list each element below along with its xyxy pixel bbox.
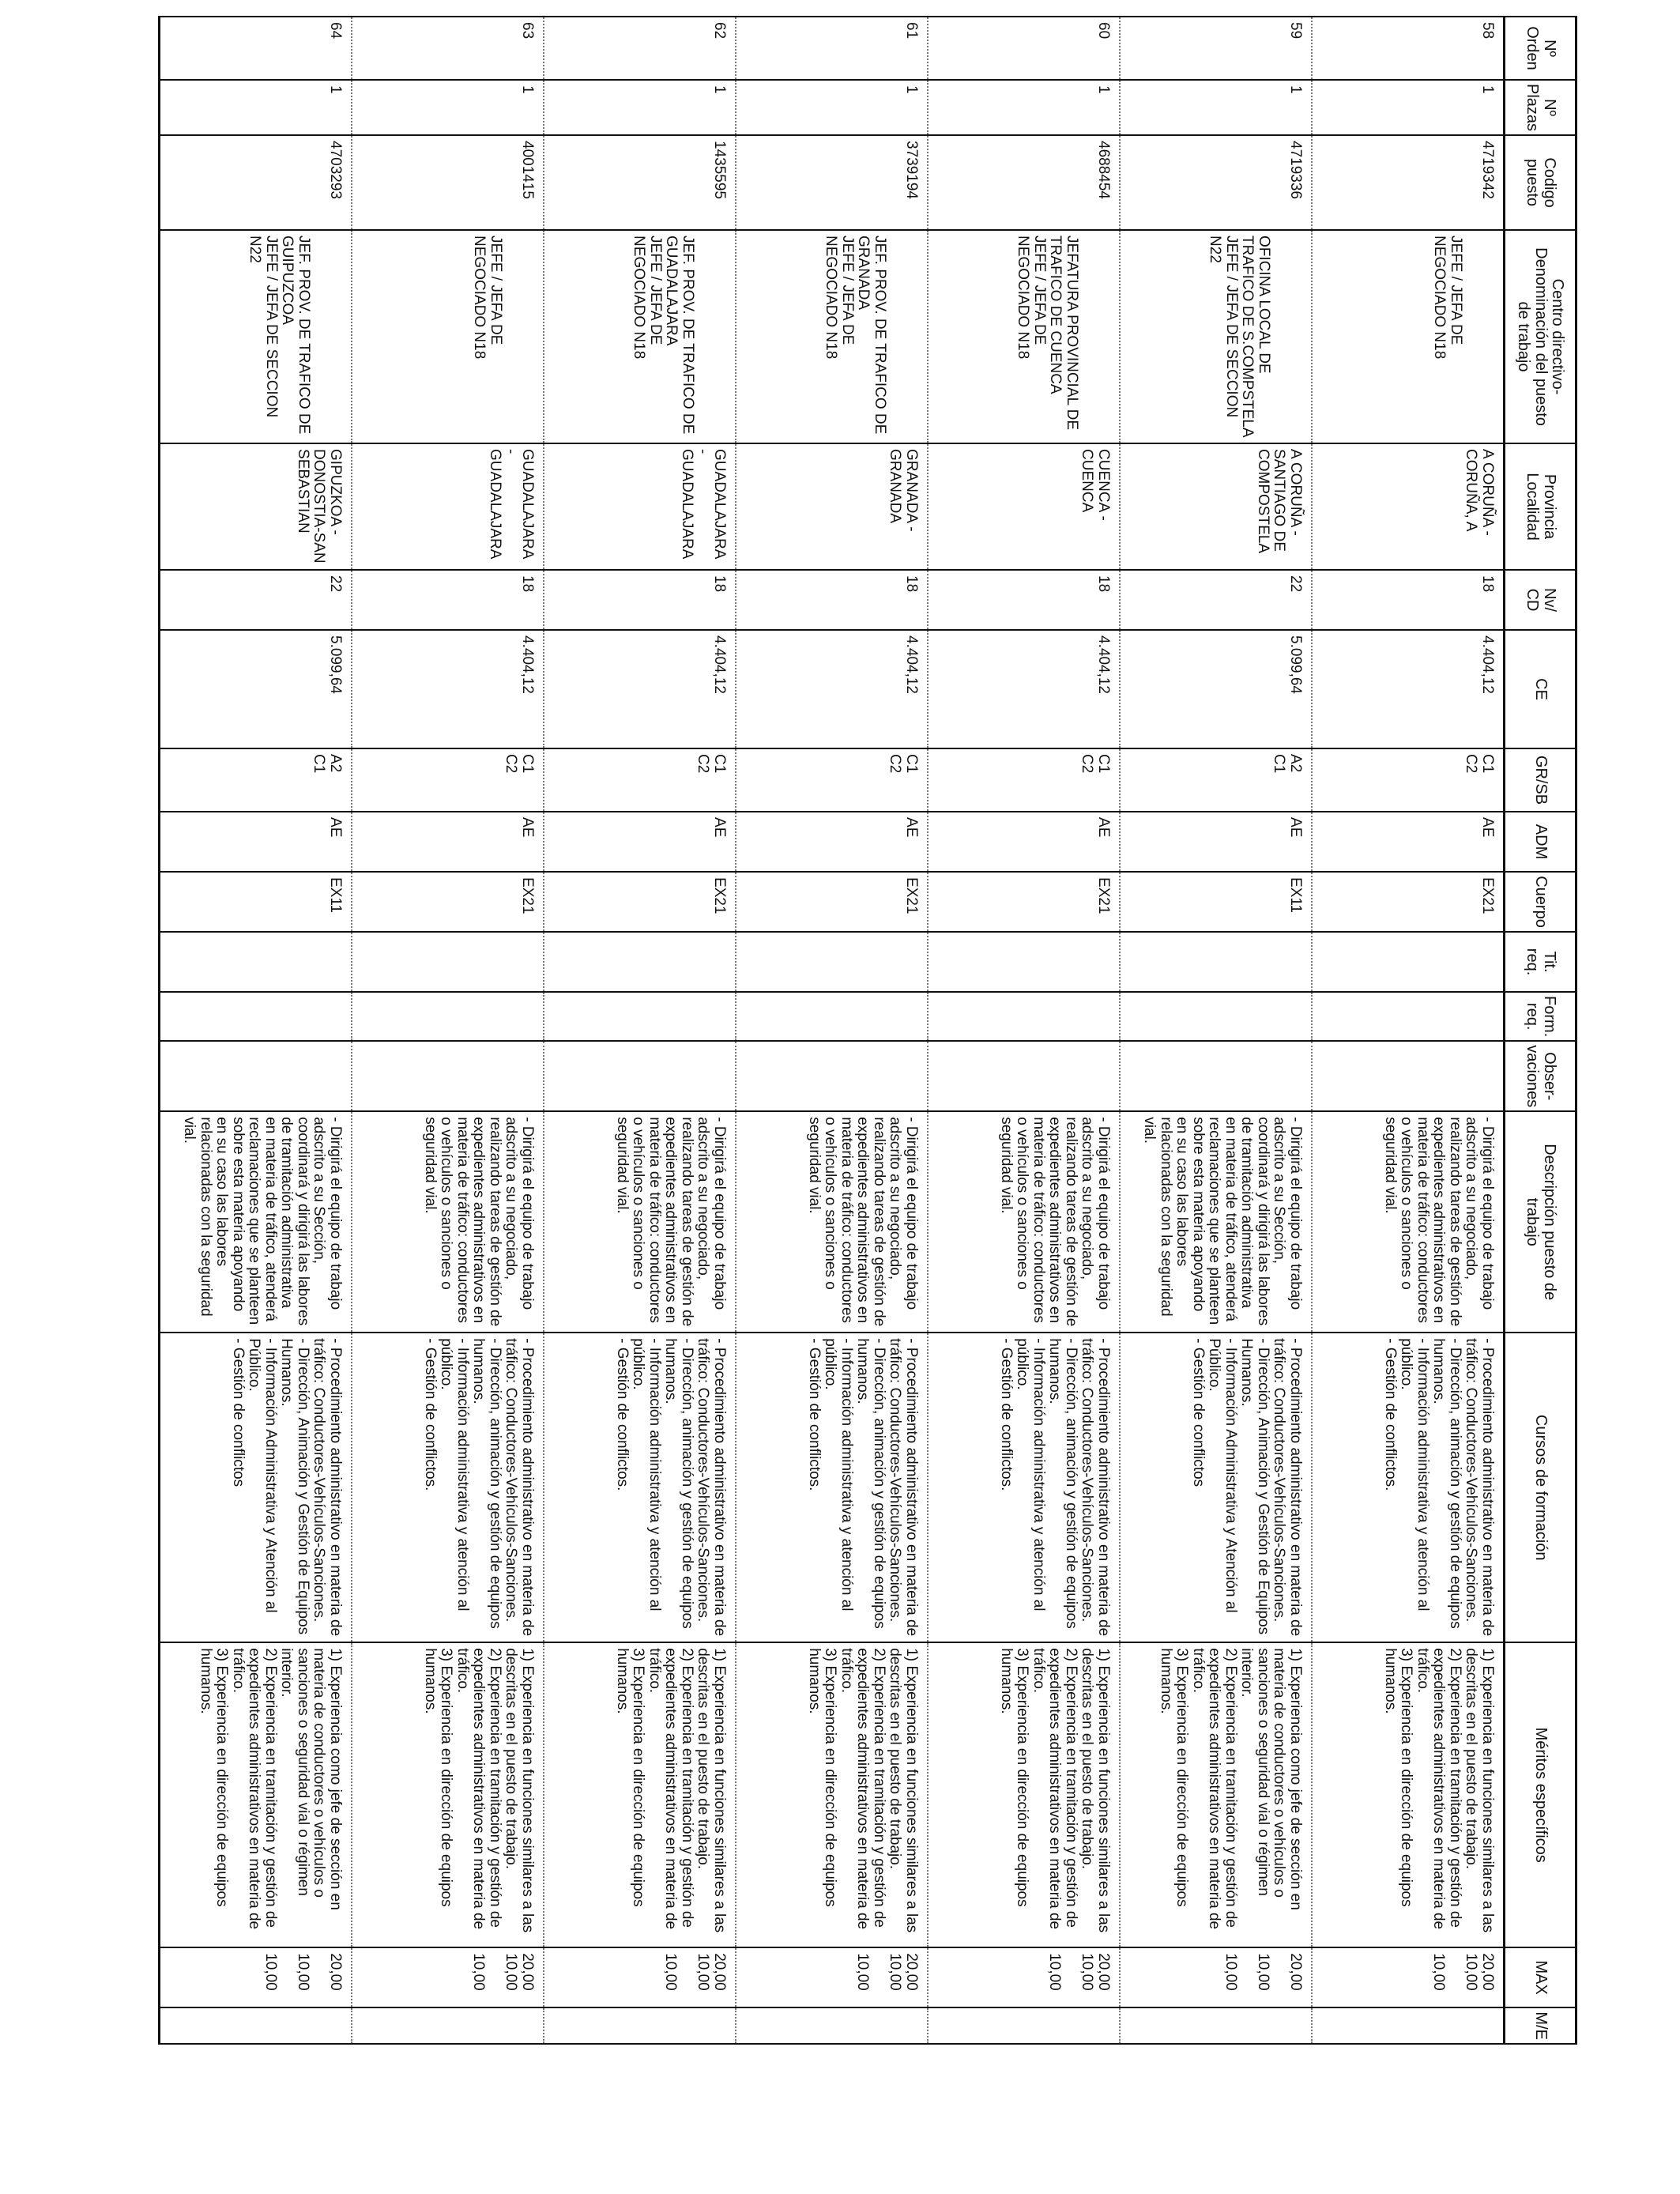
header-cursos: Cursos de formación [1505, 1333, 1576, 1642]
cell-nivel: 18 [736, 570, 928, 630]
cell-denominacion: JEFE / JEFA DE NEGOCIADO N18 [823, 236, 856, 360]
centro-spacer [887, 236, 919, 439]
positions-table [158, 16, 1577, 2045]
table-row [544, 17, 736, 2044]
cell-adm: AE [352, 812, 544, 872]
cell-centro [928, 230, 1120, 443]
cell-orden: 60 [928, 17, 1120, 80]
cell-orden: 59 [1120, 17, 1312, 80]
table-row [736, 17, 928, 2044]
header-observaciones: Obser- vaciones [1505, 1041, 1576, 1111]
header-max: MAX [1505, 1947, 1576, 2007]
cell-formacion [1120, 992, 1312, 1041]
cell-formacion [1312, 992, 1505, 1041]
cell-adm: AE [160, 812, 352, 872]
cell-observaciones [1312, 1041, 1505, 1111]
cell-ce: 4.404,12 [352, 630, 544, 748]
cell-adm: AE [928, 812, 1120, 872]
cell-plazas: 1 [928, 80, 1120, 135]
cell-provincia: GIPUZKOA - DONOSTIA-SAN SEBASTIAN [160, 443, 352, 570]
cell-descripcion: - Dirigirá el equipo de trabajo adscrito a su negociado, realizando tareas de gestión de expedientes administrativos en materia de tráfico: conductores o vehículos o sanciones o seguridad vial. [736, 1111, 928, 1333]
cell-formacion [544, 992, 736, 1041]
cell-adm: AE [1312, 812, 1505, 872]
table-row [352, 17, 544, 2044]
header-provincia: Provincia Localidad [1505, 443, 1576, 570]
header-titulacion: Tit. req. [1505, 932, 1576, 992]
cell-titulacion [352, 932, 544, 992]
cell-codigo: 4719336 [1120, 135, 1312, 230]
cell-provincia: CUENCA - CUENCA [928, 443, 1120, 570]
cell-orden: 64 [160, 17, 352, 80]
cell-centro [544, 230, 736, 443]
cell-centro [1120, 230, 1312, 443]
header-orden: Nº Orden [1505, 17, 1576, 80]
cell-formacion [352, 992, 544, 1041]
cell-meritos: 1) Experiencia como jefe de sección en materia de conductores o vehículos o sanciones o seguridad vial o régimen interior. 2) Experiencia en tramitación y gestión de expedientes administrativos en materia de tráfico. 3) Experiencia en dirección de equipos humanos. [1120, 1642, 1312, 1947]
cell-max: 20,00 10,00 10,00 [928, 1947, 1120, 2007]
cell-me [928, 2007, 1120, 2044]
cell-meritos: 1) Experiencia en funciones similares a las descritas en el puesto de trabajo. 2) Experiencia en tramitación y gestión de expedientes administrativos en materia de tráfico. 3) Experiencia en dirección de equipos humanos. [928, 1642, 1120, 1947]
cell-observaciones [544, 1041, 736, 1111]
cell-meritos: 1) Experiencia en funciones similares a las descritas en el puesto de trabajo. 2) Experiencia en tramitación y gestión de expedientes administrativos en materia de tráfico. 3) Experiencia en dirección de equipos humanos. [736, 1642, 928, 1947]
cell-denominacion: JEFE / JEFA DE NEGOCIADO N18 [1015, 236, 1048, 360]
centro-spacer [1079, 236, 1111, 439]
cell-me [1120, 2007, 1312, 2044]
cell-plazas: 1 [352, 80, 544, 135]
cell-centro [1312, 230, 1505, 443]
cell-cursos: - Procedimiento administrativo en materia de tráfico: Conductores-Vehículos-Sanciones. - Dirección, animación y gestión de equipos humanos. - Información administrativa y atención al público. - Gestión de conflictos. [928, 1333, 1120, 1642]
cell-meritos: 1) Experiencia en funciones similares a las descritas en el puesto de trabajo. 2) Experiencia en tramitación y gestión de expedientes administrativos en materia de tráfico. 3) Experiencia en dirección de equipos humanos. [352, 1642, 544, 1947]
cell-cursos: - Procedimiento administrativo en materia de tráfico: Conductores-Vehículos-Sanciones. - Dirección, animación y gestión de equipos humanos. - Información administrativa y atención al público. - Gestión de conflictos. [1312, 1333, 1505, 1642]
table-header-row [1505, 17, 1576, 2044]
cell-cursos: - Procedimiento administrativo en materia de tráfico: Conductores-Vehículos-Sanciones. - Dirección, animación y gestión de equipos humanos. - Información administrativa y atención al público. - Gestión de conflictos. [736, 1333, 928, 1642]
centro-spacer [695, 236, 727, 439]
cell-nivel: 18 [352, 570, 544, 630]
cell-cuerpo: EX11 [1120, 872, 1312, 932]
cell-me [544, 2007, 736, 2044]
cell-denominacion: JEFE / JEFA DE NEGOCIADO N18 [631, 236, 664, 360]
cell-titulacion [1312, 932, 1505, 992]
table-body [160, 17, 1505, 2044]
cell-max: 20,00 10,00 10,00 [736, 1947, 928, 2007]
cell-me [1312, 2007, 1505, 2044]
cell-grupo: C1 C2 [352, 748, 544, 812]
cell-provincia: GRANADA - GRANADA [736, 443, 928, 570]
cell-cuerpo: EX21 [544, 872, 736, 932]
cell-denominacion: JEFE / JEFA DE SECCION N22 [247, 236, 280, 418]
header-ce: CE [1505, 630, 1576, 748]
cell-ce: 4.404,12 [1312, 630, 1505, 748]
cell-cuerpo: EX21 [1312, 872, 1505, 932]
cell-formacion [928, 992, 1120, 1041]
cell-descripcion: - Dirigirá el equipo de trabajo adscrito a su negociado, realizando tareas de gestión de expedientes administrativos en materia de tráfico: conductores o vehículos o sanciones o seguridad vial. [544, 1111, 736, 1333]
cell-ce: 5.099,64 [160, 630, 352, 748]
cell-observaciones [160, 1041, 352, 1111]
cell-max: 20,00 10,00 10,00 [160, 1947, 352, 2007]
cell-meritos: 1) Experiencia en funciones similares a las descritas en el puesto de trabajo. 2) Experiencia en tramitación y gestión de expedientes administrativos en materia de tráfico. 3) Experiencia en dirección de equipos humanos. [1312, 1642, 1505, 1947]
header-codigo: Codigo puesto [1505, 135, 1576, 230]
header-plazas: Nº Plazas [1505, 80, 1576, 135]
cell-denominacion: JEFE / JEFA DE SECCION N22 [1207, 236, 1240, 418]
cell-me [352, 2007, 544, 2044]
cell-codigo: 3739194 [736, 135, 928, 230]
cell-plazas: 1 [1312, 80, 1505, 135]
header-grupo: GR/SB [1505, 748, 1576, 812]
cell-plazas: 1 [160, 80, 352, 135]
cell-centro-header: JEF. PROV. DE TRAFICO DE GUIPUZCOA [279, 236, 312, 435]
table-row [160, 17, 352, 2044]
cell-orden: 58 [1312, 17, 1505, 80]
cell-orden: 62 [544, 17, 736, 80]
header-nivel: Nv/ CD [1505, 570, 1576, 630]
table-row [1120, 17, 1312, 2044]
header-formacion: Form. req. [1505, 992, 1576, 1041]
cell-me [160, 2007, 352, 2044]
cell-codigo: 4001415 [352, 135, 544, 230]
cell-plazas: 1 [736, 80, 928, 135]
cell-centro-header: JEFATURA PROVINCIAL DE TRAFICO DE CUENCA [1047, 236, 1080, 431]
cell-denominacion: JEFE / JEFA DE NEGOCIADO N18 [1431, 236, 1464, 360]
header-cuerpo: Cuerpo [1505, 872, 1576, 932]
cell-grupo: C1 C2 [1312, 748, 1505, 812]
cell-provincia: GUADALAJARA - GUADALAJARA [352, 443, 544, 570]
centro-spacer [1463, 236, 1495, 439]
cell-observaciones [1120, 1041, 1312, 1111]
cell-cuerpo: EX21 [736, 872, 928, 932]
centro-spacer [503, 236, 535, 439]
cell-provincia: GUADALAJARA - GUADALAJARA [544, 443, 736, 570]
cell-descripcion: - Dirigirá el equipo de trabajo adscrito a su negociado, realizando tareas de gestión de expedientes administrativos en materia de tráfico: conductores o vehículos o sanciones o seguridad vial. [928, 1111, 1120, 1333]
header-meritos: Méritos específicos [1505, 1642, 1576, 1947]
table-row [928, 17, 1120, 2044]
cell-nivel: 18 [1312, 570, 1505, 630]
cell-plazas: 1 [1120, 80, 1312, 135]
cell-codigo: 4688454 [928, 135, 1120, 230]
cell-orden: 63 [352, 17, 544, 80]
cell-provincia: A CORUÑA - CORUÑA, A [1312, 443, 1505, 570]
centro-spacer [1271, 236, 1303, 439]
cell-denominacion: JEFE / JEFA DE NEGOCIADO N18 [471, 236, 504, 360]
cell-ce: 4.404,12 [928, 630, 1120, 748]
cell-descripcion: - Dirigirá el equipo de trabajo adscrito a su Sección, coordinará y dirigirá las labores de tramitación administrativa en materia de tráfico, atenderá reclamaciones que se planteen sobre esta materia apoyando en su caso las labores relacionadas con la seguridad vial. [160, 1111, 352, 1333]
cell-max: 20,00 10,00 10,00 [352, 1947, 544, 2007]
cell-ce: 5.099,64 [1120, 630, 1312, 748]
cell-cursos: - Procedimiento administrativo en materia de tráfico: Conductores-Vehículos-Sanciones. - Dirección, animación y gestión de equipos humanos. - Información administrativa y atención al público. - Gestión de conflictos. [544, 1333, 736, 1642]
cell-ce: 4.404,12 [544, 630, 736, 748]
cell-grupo: C1 C2 [544, 748, 736, 812]
header-me: M/E [1505, 2007, 1576, 2044]
cell-titulacion [544, 932, 736, 992]
header-centro: Centro directivo- Denominación del puesto de trabajo [1505, 230, 1576, 443]
cell-adm: AE [1120, 812, 1312, 872]
cell-nivel: 18 [928, 570, 1120, 630]
cell-observaciones [352, 1041, 544, 1111]
cell-orden: 61 [736, 17, 928, 80]
cell-nivel: 18 [544, 570, 736, 630]
cell-codigo: 4719342 [1312, 135, 1505, 230]
cell-grupo: C1 C2 [736, 748, 928, 812]
cell-centro-header: JEF. PROV. DE TRAFICO DE GRANADA [855, 236, 888, 435]
cell-centro-header: JEF. PROV. DE TRAFICO DE GUADALAJARA [663, 236, 696, 435]
cell-centro-header: OFICINA LOCAL DE TRAFICO DE S.COMPSTELA [1239, 236, 1272, 438]
cell-titulacion [928, 932, 1120, 992]
cell-nivel: 22 [1120, 570, 1312, 630]
cell-titulacion [1120, 932, 1312, 992]
cell-observaciones [928, 1041, 1120, 1111]
cell-max: 20,00 10,00 10,00 [1312, 1947, 1505, 2007]
cell-adm: AE [544, 812, 736, 872]
header-adm: ADM [1505, 812, 1576, 872]
cell-codigo: 1435595 [544, 135, 736, 230]
cell-nivel: 22 [160, 570, 352, 630]
cell-centro [736, 230, 928, 443]
cell-cuerpo: EX11 [160, 872, 352, 932]
cell-formacion [160, 992, 352, 1041]
cell-cursos: - Procedimiento administrativo en materia de tráfico: Conductores-Vehículos-Sanciones. - Dirección, animación y gestión de equipos humanos. - Información administrativa y atención al público. - Gestión de conflictos. [352, 1333, 544, 1642]
cell-cursos: - Procedimiento administrativo en materia de tráfico: Conductores-Vehículos-Sanciones. - Dirección, Animación y Gestión de Equipos Humanos. - Información Administrativa y Atención al Público. - Gestión de conflictos [1120, 1333, 1312, 1642]
cell-max: 20,00 10,00 10,00 [1120, 1947, 1312, 2007]
cell-adm: AE [736, 812, 928, 872]
header-descripcion: Descripción puesto de trabajo [1505, 1111, 1576, 1333]
centro-spacer [311, 236, 343, 439]
cell-max: 20,00 10,00 10,00 [544, 1947, 736, 2007]
cell-grupo: C1 C2 [928, 748, 1120, 812]
cell-provincia: A CORUÑA - SANTIAGO DE COMPOSTELA [1120, 443, 1312, 570]
cell-descripcion: - Dirigirá el equipo de trabajo adscrito a su negociado, realizando tareas de gestión de expedientes administrativos en materia de tráfico: conductores o vehículos o sanciones o seguridad vial. [352, 1111, 544, 1333]
table-row [1312, 17, 1505, 2044]
cell-centro [160, 230, 352, 443]
cell-codigo: 4703293 [160, 135, 352, 230]
cell-cursos: - Procedimiento administrativo en materia de tráfico: Conductores-Vehículos-Sanciones. - Dirección, Animación y Gestión de Equipos Humanos. - Información Administrativa y Atención al Público. - Gestión de conflictos [160, 1333, 352, 1642]
cell-grupo: A2 C1 [160, 748, 352, 812]
cell-observaciones [736, 1041, 928, 1111]
cell-descripcion: - Dirigirá el equipo de trabajo adscrito a su Sección, coordinará y dirigirá las labores de tramitación administrativa en materia de tráfico, atenderá reclamaciones que se planteen sobre esta materia apoyando en su caso las labores relacionadas con la seguridad vial. [1120, 1111, 1312, 1333]
cell-meritos: 1) Experiencia en funciones similares a las descritas en el puesto de trabajo. 2) Experiencia en tramitación y gestión de expedientes administrativos en materia de tráfico. 3) Experiencia en dirección de equipos humanos. [544, 1642, 736, 1947]
cell-me [736, 2007, 928, 2044]
cell-centro [352, 230, 544, 443]
cell-formacion [736, 992, 928, 1041]
cell-meritos: 1) Experiencia como jefe de sección en materia de conductores o vehículos o sanciones o seguridad vial o régimen interior. 2) Experiencia en tramitación y gestión de expedientes administrativos en materia de tráfico. 3) Experiencia en dirección de equipos humanos. [160, 1642, 352, 1947]
cell-grupo: A2 C1 [1120, 748, 1312, 812]
cell-plazas: 1 [544, 80, 736, 135]
cell-cuerpo: EX21 [352, 872, 544, 932]
cell-cuerpo: EX21 [928, 872, 1120, 932]
cell-ce: 4.404,12 [736, 630, 928, 748]
cell-descripcion: - Dirigirá el equipo de trabajo adscrito a su negociado, realizando tareas de gestión de expedientes administrativos en materia de tráfico: conductores o vehículos o sanciones o seguridad vial. [1312, 1111, 1505, 1333]
cell-titulacion [160, 932, 352, 992]
cell-titulacion [736, 932, 928, 992]
